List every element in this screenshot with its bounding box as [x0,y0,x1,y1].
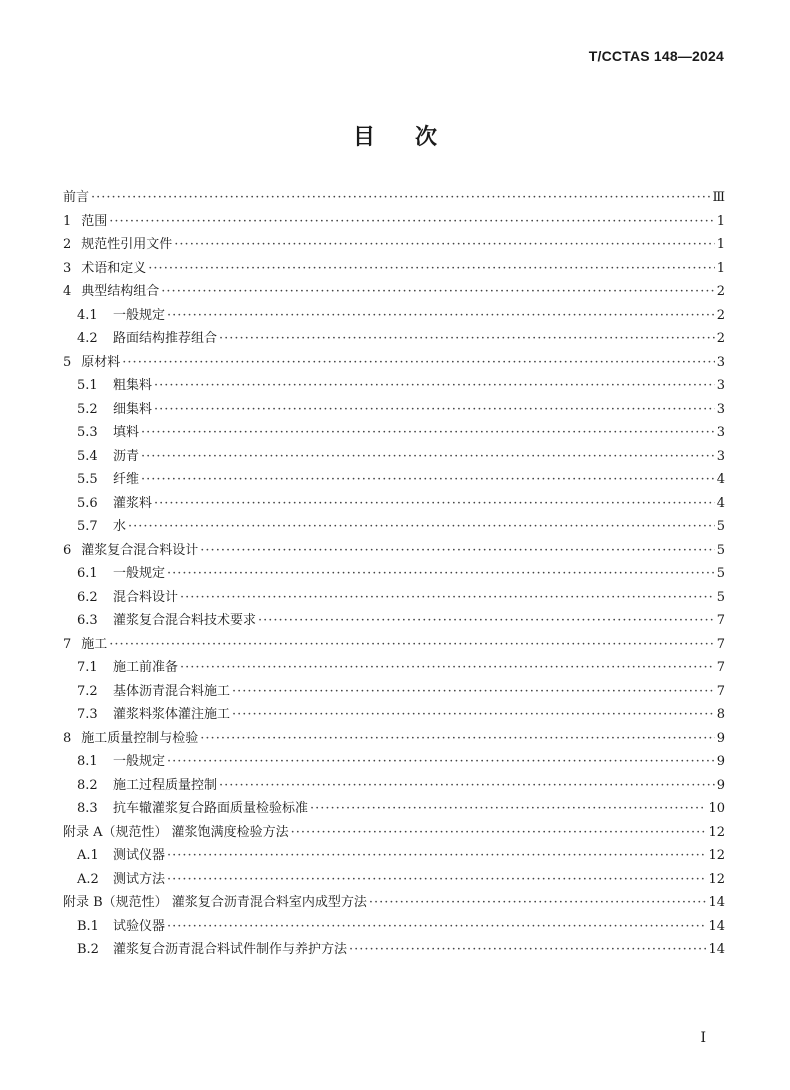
toc-entry[interactable] [63,304,725,328]
toc-entry-number: 2 [63,237,72,252]
toc-leader-dots [154,492,715,516]
toc-entry-number: 5.1 [77,378,98,393]
toc-leader-dots [161,280,714,304]
toc-entry-label: 附录 A（规范性） 灌浆饱满度检验方法 [63,824,289,840]
toc-entry-label: 测试方法 [113,871,166,887]
page-title: 目次 [352,125,477,150]
toc-entry-label: 规范性引用文件 [81,237,173,252]
toc-entry-page: 10 [708,801,725,816]
toc-entry-page: 9 [716,754,725,769]
toc-leader-dots [180,656,715,680]
toc-entry-number: 8.2 [77,777,98,793]
toc-leader-dots [167,868,706,892]
toc-leader-dots [141,421,715,445]
toc-entry[interactable] [63,280,725,304]
toc-entry-page: Ⅲ [712,190,725,205]
toc-entry[interactable] [63,468,725,492]
toc-entry-number: 5.5 [77,472,98,487]
toc-entry-page: 1 [716,213,725,229]
toc-entry[interactable] [63,774,725,798]
toc-leader-dots [219,774,715,798]
toc-leader-dots [141,468,715,492]
toc-entry-label: 灌浆料 [113,495,153,511]
toc-entry-number: 5.6 [77,495,98,511]
toc-entry-page: 2 [716,331,725,346]
toc-entry-number: B.2 [77,942,99,957]
toc-entry-label: 一般规定 [113,754,166,769]
toc-entry-number: 3 [63,260,72,276]
toc-leader-dots [349,938,706,962]
toc-entry[interactable] [63,492,725,516]
toc-entry-label: 附录 B（规范性） 灌浆复合沥青混合料室内成型方法 [63,895,367,910]
toc-entry-label: 路面结构推荐组合 [113,331,218,346]
toc-leader-dots [180,586,715,610]
toc-entry-label: 原材料 [81,354,121,370]
toc-leader-dots [200,727,714,751]
toc-entry-label: 施工前准备 [113,660,179,675]
toc-entry-page: 2 [716,307,725,323]
toc-entry-label: 前言 [63,190,90,205]
toc-entry-number: 7 [63,636,72,652]
toc-entry-number: 4.1 [77,307,98,323]
toc-entry-label: 抗车辙灌浆复合路面质量检验标准 [113,801,309,816]
toc-entry-page: 4 [716,472,725,487]
toc-entry-page: 7 [716,636,725,652]
toc-entry-label: 测试仪器 [113,848,166,863]
toc-entry-number: 4.2 [77,331,98,346]
toc-entry-number: 7.1 [77,660,98,675]
toc-entry-label: 沥青 [113,448,140,464]
toc-entry[interactable] [63,727,725,751]
toc-entry-label: 灌浆料浆体灌注施工 [113,707,231,722]
toc-leader-dots [148,257,714,281]
toc-entry-page: 9 [716,777,725,793]
toc-entry-page: 5 [716,566,725,581]
toc-entry[interactable] [63,374,725,398]
toc-entry-number: 6.1 [77,566,98,581]
toc-leader-dots [232,703,715,727]
toc-leader-dots [219,327,715,351]
toc-entry-page: 5 [716,519,725,534]
toc-entry[interactable] [63,421,725,445]
toc-entry-page: 3 [716,354,725,370]
toc-entry[interactable] [63,891,725,915]
toc-entry[interactable] [63,445,725,469]
toc-leader-dots [167,750,715,774]
toc-entry-page: 9 [716,730,725,746]
toc-entry[interactable] [63,633,725,657]
toc-entry[interactable] [63,586,725,610]
toc-entry[interactable] [63,915,725,939]
toc-entry-page: 4 [716,495,725,511]
toc-entry-page: 3 [716,448,725,464]
toc-entry-number: 8.3 [77,801,98,816]
table-of-contents [63,186,725,962]
toc-entry-page: 1 [716,260,725,276]
toc-leader-dots [154,374,715,398]
toc-entry[interactable] [63,797,725,821]
toc-leader-dots [174,233,714,257]
toc-entry-number: 6.2 [77,589,98,605]
toc-entry-label: 水 [113,519,127,534]
toc-entry-page: 14 [708,942,725,957]
toc-entry-number: B.1 [77,918,99,934]
toc-entry-label: 施工 [81,636,108,652]
toc-entry-label: 粗集料 [113,378,153,393]
toc-entry[interactable] [63,609,725,633]
toc-entry-label: 施工质量控制与检验 [81,730,199,746]
toc-entry-number: 8.1 [77,754,98,769]
toc-entry-number: 5.7 [77,519,98,534]
toc-entry-page: 3 [716,378,725,393]
toc-entry[interactable] [63,821,725,845]
toc-entry-label: 典型结构组合 [81,284,160,299]
toc-entry-number: 5.4 [77,448,98,464]
toc-entry[interactable] [63,210,725,234]
toc-entry-page: 12 [708,824,725,840]
toc-entry-number: 8 [63,730,72,746]
toc-entry-number: 7.2 [77,683,98,699]
toc-entry-page: 12 [708,848,725,863]
toc-leader-dots [258,609,715,633]
toc-entry-label: 一般规定 [113,566,166,581]
toc-leader-dots [141,445,715,469]
toc-entry-page: 14 [708,895,725,910]
toc-entry-page: 8 [716,707,725,722]
toc-entry[interactable] [63,398,725,422]
toc-entry[interactable] [63,351,725,375]
toc-entry[interactable] [63,750,725,774]
toc-entry-page: 12 [708,871,725,887]
toc-leader-dots [128,515,715,539]
toc-leader-dots [122,351,714,375]
toc-entry[interactable] [63,844,725,868]
toc-leader-dots [291,821,707,845]
toc-entry-label: 填料 [113,425,140,440]
toc-entry-page: 7 [716,660,725,675]
toc-entry-label: 范围 [81,213,108,229]
toc-leader-dots [109,633,714,657]
toc-entry[interactable] [63,515,725,539]
toc-entry-label: 一般规定 [113,307,166,323]
toc-entry-label: 灌浆复合沥青混合料试件制作与养护方法 [113,942,348,957]
toc-entry[interactable] [63,539,725,563]
toc-entry-label: 试验仪器 [113,918,166,934]
toc-entry[interactable] [63,656,725,680]
toc-leader-dots [109,210,714,234]
toc-entry[interactable] [63,233,725,257]
toc-leader-dots [310,797,706,821]
toc-entry-number: 4 [63,284,72,299]
toc-entry-number: 5.2 [77,401,98,417]
toc-entry[interactable] [63,680,725,704]
toc-entry[interactable] [63,186,725,210]
toc-entry-number: 5.3 [77,425,98,440]
toc-entry-label: 施工过程质量控制 [113,777,218,793]
toc-leader-dots [200,539,714,563]
toc-entry-page: 2 [716,284,725,299]
toc-entry-page: 5 [716,589,725,605]
toc-leader-dots [167,562,715,586]
toc-entry[interactable] [63,938,725,962]
toc-entry-label: 灌浆复合混合料设计 [81,542,199,558]
toc-entry-label: 混合料设计 [113,589,179,605]
toc-leader-dots [167,844,706,868]
toc-entry-number: 5 [63,354,72,370]
toc-entry[interactable] [63,868,725,892]
toc-entry[interactable] [63,257,725,281]
toc-leader-dots [167,304,715,328]
toc-entry-number: 6.3 [77,613,98,628]
toc-leader-dots [232,680,715,704]
toc-entry-number: 1 [63,213,72,229]
toc-entry-page: 7 [716,613,725,628]
toc-entry-page: 3 [716,425,725,440]
toc-entry-label: 纤维 [113,472,140,487]
toc-entry-page: 5 [716,542,725,558]
toc-entry[interactable] [63,703,725,727]
toc-leader-dots [167,915,706,939]
toc-entry-page: 1 [716,237,725,252]
toc-entry[interactable] [63,562,725,586]
toc-leader-dots [369,891,707,915]
toc-entry-label: 细集料 [113,401,153,417]
toc-entry-number: A.1 [77,848,99,863]
toc-entry-number: 6 [63,542,72,558]
page-number: I [700,1030,706,1046]
toc-entry-page: 3 [716,401,725,417]
standard-number: T/CCTAS 148—2024 [588,48,724,64]
toc-entry-page: 7 [716,683,725,699]
toc-leader-dots [91,186,710,210]
toc-entry-label: 灌浆复合混合料技术要求 [113,613,257,628]
toc-leader-dots [154,398,715,422]
toc-entry-number: A.2 [77,871,99,887]
toc-entry[interactable] [63,327,725,351]
toc-entry-number: 7.3 [77,707,98,722]
toc-entry-page: 14 [708,918,725,934]
toc-entry-label: 基体沥青混合料施工 [113,683,231,699]
toc-entry-label: 术语和定义 [81,260,147,276]
